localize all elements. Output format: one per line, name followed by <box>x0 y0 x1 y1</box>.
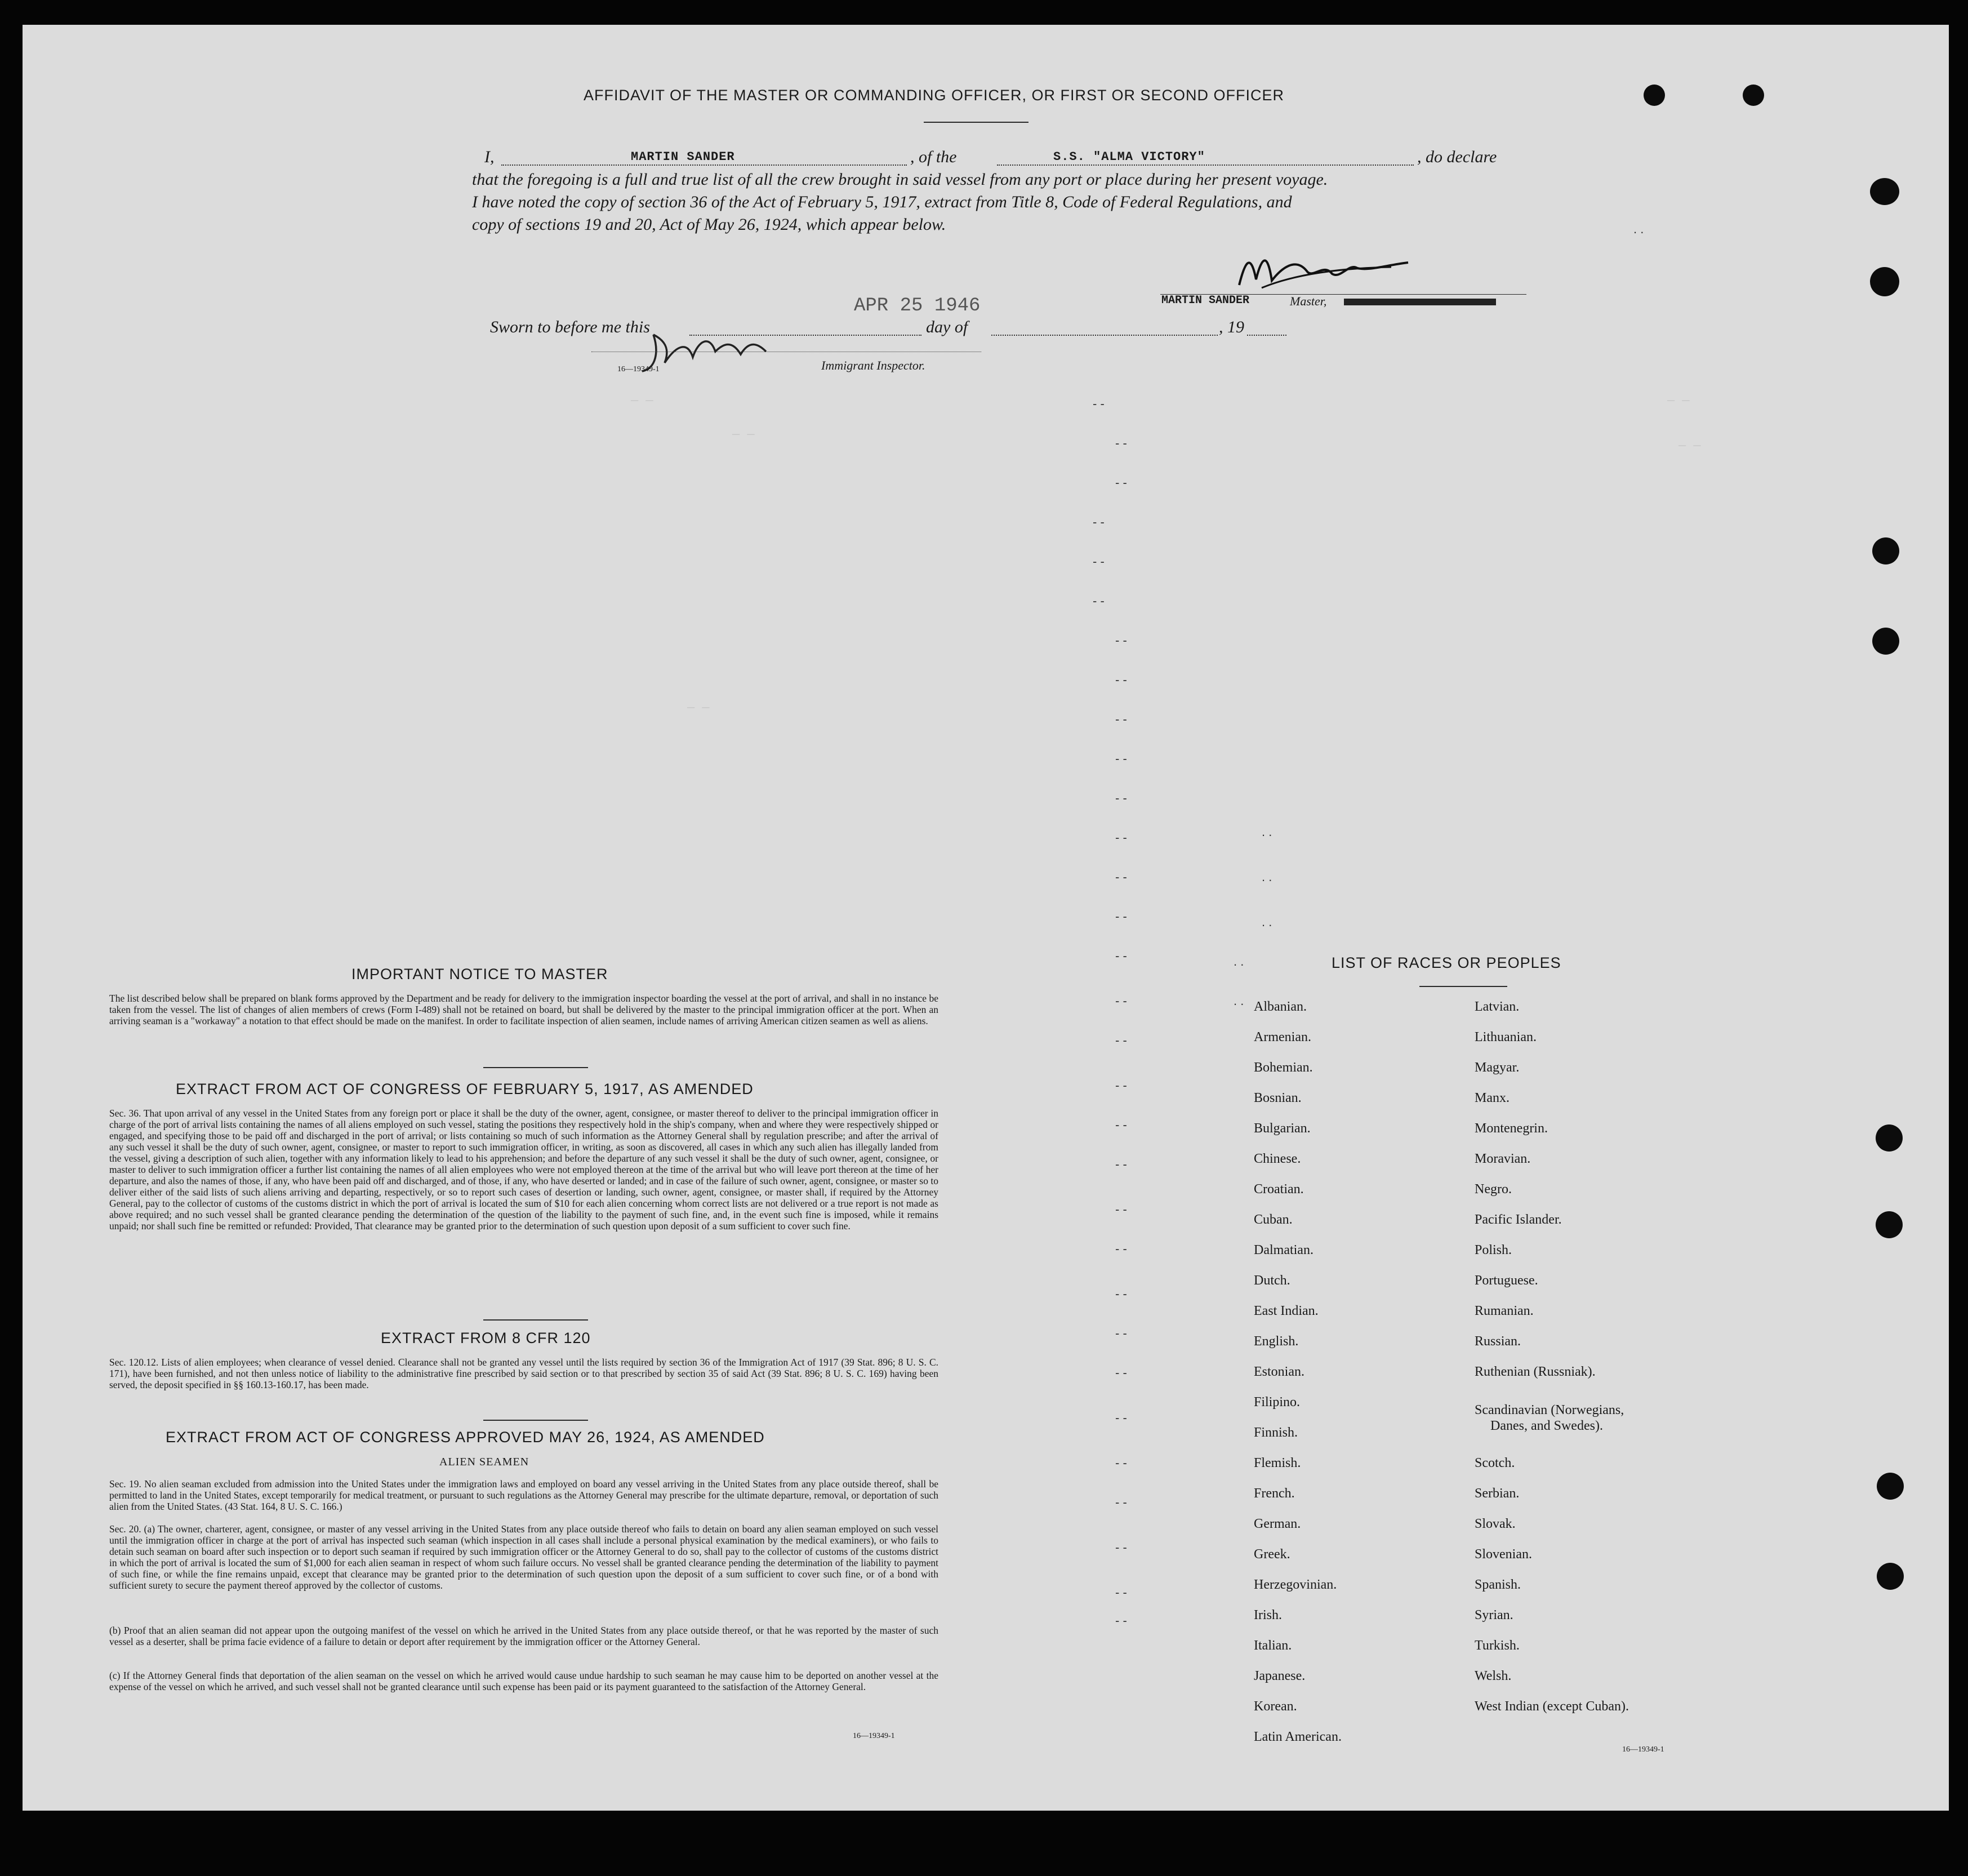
race-item: Bosnian. <box>1254 1091 1302 1105</box>
race-item: Estonian. <box>1254 1364 1304 1379</box>
affidavit-line-1 <box>456 148 1538 170</box>
race-item: Herzegovinian. <box>1254 1577 1337 1592</box>
tick-mark: - - <box>1115 791 1127 805</box>
race-item: English. <box>1254 1334 1299 1349</box>
year-prefix: , 19 <box>1219 318 1244 336</box>
race-item: West Indian (except Cuban). <box>1475 1699 1629 1714</box>
sworn-month-line <box>991 335 1218 336</box>
of-the-label: , of the <box>910 148 957 166</box>
struck-out-title <box>1344 299 1496 305</box>
punch-hole <box>1743 85 1764 106</box>
tick-mark: - - <box>1115 1326 1127 1340</box>
extract-1924-sec19: Sec. 19. No alien seaman excluded from admission into the United States under the immigration laws and employed on board any vessel arriving in the United States from any place outside thereof, shall be permitted to land in the United States, except temporarily for medical treatment, or pursuant to such regulations as the Attorney General may prescribe for the ultimate departure, removal, or deportation of such alien from the United States. (43 Stat. 164, 8 U. S. C. 166.) <box>109 1478 938 1512</box>
extract-1917-heading: EXTRACT FROM ACT OF CONGRESS OF FEBRUARY 5, 1917, AS AMENDED <box>176 1081 754 1097</box>
tick-mark: - - <box>1115 1613 1127 1628</box>
race-item: East Indian. <box>1254 1304 1319 1318</box>
date-stamp: APR 25 1946 <box>854 295 981 317</box>
tick-mark: . . <box>1262 915 1272 929</box>
race-item: Slovak. <box>1475 1517 1516 1531</box>
punch-hole <box>1644 85 1665 106</box>
race-item: Finnish. <box>1254 1425 1298 1440</box>
races-heading: LIST OF RACES OR PEOPLES <box>1332 954 1561 971</box>
race-item: Manx. <box>1475 1091 1510 1105</box>
tick-mark: . . <box>1633 222 1644 236</box>
notice-heading: IMPORTANT NOTICE TO MASTER <box>351 966 608 983</box>
affidavit-line-3: I have noted the copy of section 36 of the Act of February 5, 1917, extract from Title 8, Code of Federal Regulations, and <box>472 193 1292 211</box>
race-item: Moravian. <box>1475 1152 1531 1166</box>
race-item: Portuguese. <box>1475 1273 1538 1288</box>
extract-1924-heading: EXTRACT FROM ACT OF CONGRESS APPROVED MAY 26, 1924, AS AMENDED <box>166 1429 765 1446</box>
race-item: Bohemian. <box>1254 1060 1313 1075</box>
race-item: Turkish. <box>1475 1638 1520 1653</box>
tick-mark: - - <box>1093 515 1105 529</box>
master-role-label: Master, <box>1290 294 1327 308</box>
punch-hole <box>1876 1211 1903 1238</box>
inspector-form-number: 16—19349-1 <box>617 365 660 374</box>
tick-mark: - - <box>1115 1157 1127 1171</box>
tick-mark: - - <box>1115 1456 1127 1470</box>
divider <box>1419 986 1507 987</box>
tick-mark: - - <box>1115 752 1127 766</box>
race-item: Bulgarian. <box>1254 1121 1311 1136</box>
divider <box>483 1420 588 1421</box>
race-item: Greek. <box>1254 1547 1290 1562</box>
race-item: Scotch. <box>1475 1456 1515 1470</box>
divider <box>483 1067 588 1068</box>
tick-mark: - - <box>1115 1202 1127 1216</box>
tick-mark: - - <box>1115 1366 1127 1380</box>
tick-mark: . . <box>1262 870 1272 884</box>
bleed-through-mark: — — <box>1678 439 1701 453</box>
extract-cfr-heading: EXTRACT FROM 8 CFR 120 <box>381 1330 591 1346</box>
sworn-prefix: Sworn to before me this <box>490 318 650 336</box>
race-item: Croatian. <box>1254 1182 1304 1197</box>
bleed-through-mark: — — <box>687 701 710 715</box>
punch-hole <box>1876 1124 1903 1152</box>
day-of-label: day of <box>926 318 968 336</box>
race-item: Latin American. <box>1254 1730 1342 1744</box>
race-item: Negro. <box>1475 1182 1512 1197</box>
race-item: Montenegrin. <box>1475 1121 1548 1136</box>
master-name: MARTIN SANDER <box>631 150 735 164</box>
race-item: German. <box>1254 1517 1301 1531</box>
race-item: Dutch. <box>1254 1273 1290 1288</box>
inspector-label: Immigrant Inspector. <box>821 358 925 372</box>
tick-mark: - - <box>1093 397 1105 411</box>
divider <box>483 1319 588 1321</box>
tick-mark: - - <box>1093 554 1105 568</box>
race-item: Welsh. <box>1475 1669 1512 1683</box>
tick-mark: - - <box>1115 1242 1127 1256</box>
divider <box>924 122 1028 123</box>
punch-hole <box>1872 537 1899 564</box>
tick-mark: - - <box>1115 1585 1127 1599</box>
race-item: Albanian. <box>1254 999 1307 1014</box>
extract-1924-sec20b: (b) Proof that an alien seaman did not appear upon the outgoing manifest of the vessel on which he arrived in the United States from any place outside thereof, or that he was reported by the master of such vessel as a deserter, shall be prima facie evidence of a failure to detain or deport after requirement by the immigration officer or the Attorney General. <box>109 1625 938 1647</box>
race-item: Japanese. <box>1254 1669 1306 1683</box>
race-item: Lithuanian. <box>1475 1030 1537 1044</box>
race-item: Rumanian. <box>1475 1304 1534 1318</box>
bleed-through-mark: — — <box>732 428 755 442</box>
alien-seamen-subheading: ALIEN SEAMEN <box>439 1456 529 1468</box>
tick-mark: - - <box>1115 1411 1127 1425</box>
tick-mark: - - <box>1115 1495 1127 1509</box>
sworn-year-line <box>1247 335 1286 336</box>
tick-mark: - - <box>1115 1540 1127 1554</box>
punch-hole <box>1870 178 1899 205</box>
tick-mark: - - <box>1115 1287 1127 1301</box>
affidavit-heading: AFFIDAVIT OF THE MASTER OR COMMANDING OFFICER, OR FIRST OR SECOND OFFICER <box>584 87 1285 104</box>
tick-mark: - - <box>1115 1118 1127 1132</box>
race-item: Irish. <box>1254 1608 1282 1622</box>
tick-mark: - - <box>1093 594 1105 608</box>
extract-1924-form-number: 16—19349-1 <box>853 1732 895 1740</box>
bleed-through-mark: — — <box>1667 394 1690 408</box>
race-item: Slovenian. <box>1475 1547 1532 1562</box>
form-sheet <box>23 25 1949 1811</box>
tick-mark: - - <box>1115 436 1127 450</box>
tick-mark: - - <box>1115 994 1127 1008</box>
declarant-prefix: I, <box>484 148 495 166</box>
bleed-through-mark: — — <box>631 394 653 408</box>
race-item: Chinese. <box>1254 1152 1301 1166</box>
punch-hole <box>1872 628 1899 655</box>
punch-hole <box>1877 1473 1904 1500</box>
extract-1924-sec20a: Sec. 20. (a) The owner, charterer, agent, consignee, or master of any vessel arriving in the United States from any place outside thereof who fails to detain on board any alien seaman employed on such vessel until the immigration officer in charge at the port of arrival has inspected such seaman (which inspection in all cases shall include a personal physical examination by the medical examiners), or who fails to detain such seaman on board after such inspection or to deport such seaman if required by such immigration officer or the Attorney General to do so, shall pay to the collector of customs of the customs district in which the port of arrival is located the sum of $1,000 for each alien seaman in respect of whom such failure occurs. No vessel shall be granted clearance pending the determination of the liability to payment of such fine, or while the fine remains unpaid, except that clearance may be granted prior to the determination of such question upon the deposit of a sum sufficient to cover such fine, or of a bond with sufficient surety to secure the payment thereof approved by the collector of customs. <box>109 1523 938 1591</box>
tick-mark: - - <box>1115 633 1127 647</box>
vessel-name-line <box>997 165 1414 166</box>
declare-label: , do declare <box>1417 148 1497 166</box>
punch-hole <box>1877 1563 1904 1590</box>
race-item: Ruthenian (Russniak). <box>1475 1364 1596 1379</box>
race-item: Dalmatian. <box>1254 1243 1314 1257</box>
tick-mark: - - <box>1115 1033 1127 1047</box>
race-item: Armenian. <box>1254 1030 1311 1044</box>
race-item: Filipino. <box>1254 1395 1301 1410</box>
master-name-line <box>501 165 907 166</box>
races-form-number: 16—19349-1 <box>1622 1745 1664 1754</box>
race-item: Scandinavian (Norwegians, <box>1475 1403 1624 1417</box>
race-item: Polish. <box>1475 1243 1512 1257</box>
tick-mark: . . <box>1262 825 1272 839</box>
race-item: Flemish. <box>1254 1456 1301 1470</box>
race-item: Spanish. <box>1475 1577 1521 1592</box>
race-item: Russian. <box>1475 1334 1521 1349</box>
tick-mark: - - <box>1115 673 1127 687</box>
tick-mark: . . <box>1234 994 1244 1008</box>
punch-hole <box>1870 267 1899 296</box>
tick-mark: - - <box>1115 870 1127 884</box>
race-item: Serbian. <box>1475 1486 1520 1501</box>
tick-mark: - - <box>1115 475 1127 490</box>
tick-mark: - - <box>1115 712 1127 726</box>
master-typed-name: MARTIN SANDER <box>1161 294 1250 307</box>
tick-mark: . . <box>1234 954 1244 968</box>
race-item: Latvian. <box>1475 999 1520 1014</box>
tick-mark: - - <box>1115 909 1127 923</box>
race-item: Cuban. <box>1254 1212 1293 1227</box>
race-item: Syrian. <box>1475 1608 1513 1622</box>
tick-mark: - - <box>1115 949 1127 963</box>
race-item: Magyar. <box>1475 1060 1520 1075</box>
race-item: Korean. <box>1254 1699 1297 1714</box>
notice-body: The list described below shall be prepared on blank forms approved by the Department and be ready for delivery to the immigration inspector boarding the vessel at the port of arrival, and shall in no instance be taken from the vessel. The list of changes of alien members of crews (Form I-489) shall not be retained on board, but shall be delivered by the master to the principal immigration officer at the port. When an arriving seaman is a "workaway" a notation to that effect should be made on the manifest. In order to facilitate inspection of alien seamen, include names of arriving American citizen seamen as well as aliens. <box>109 993 938 1026</box>
extract-cfr-body: Sec. 120.12. Lists of alien employees; when clearance of vessel denied. Clearance shall not be granted any vessel until the lists required by section 36 of the Immigration Act of 1917 (39 Stat. 896; 8 U. S. C. 171), have been furnished, and not then unless notice of liability to the administrative fine prescribed by said section or to that prescribed by section 35 of said Act (39 Stat. 896; 8 U. S. C. 169) having been served, the deposit specified in §§ 160.13-160.17, has been made. <box>109 1357 938 1390</box>
vessel-name: S.S. "ALMA VICTORY" <box>1053 150 1205 164</box>
extract-1924-sec20c: (c) If the Attorney General finds that deportation of the alien seaman on the vessel on which he arrived would cause undue hardship to such seaman he may cause him to be deported on another vessel at the expense of the vessel on which he arrived, and such vessel shall not be granted clearance until such expense has been paid or its payment guaranteed to the satisfaction of the Attorney General. <box>109 1670 938 1692</box>
affidavit-line-2: that the foregoing is a full and true list of all the crew brought in said vessel from any port or place during her present voyage. <box>472 170 1328 189</box>
race-item: French. <box>1254 1486 1295 1501</box>
master-signature <box>1228 240 1414 296</box>
race-item: Italian. <box>1254 1638 1292 1653</box>
tick-mark: - - <box>1115 830 1127 844</box>
extract-1917-body: Sec. 36. That upon arrival of any vessel in the United States from any foreign port or place it shall be the duty of the owner, agent, consignee, or master thereof to deliver to the principal immigration officer in charge of the port of arrival lists containing the names of all aliens employed on such vessel, stating the positions they respectively hold in the ship's company, when and where they were respectively shipped or engaged, and specifying those to be paid off and discharged in the port of arrival; or lists containing so much of such information as the Attorney General shall by regulation prescribe; and after the arrival of any such vessel it shall be the duty of such owner, agent, consignee, or master to report to such immigration officer, in writing, as soon as discovered, all cases in which any such alien has illegally landed from the vessel, giving a description of such alien, together with any information likely to lead to his apprehension; and before the departure of any such vessel it shall be the duty of such owner, agent, consignee, or master to deliver to such immigration officer a further list containing the names of all alien employees who were not employed thereon at the time of the arrival but who will leave port thereon at the time of her departure, and also the names of those, if any, who have been paid off and discharged, and of those, if any, who have deserted or landed; and in case of the failure of such owner, agent, consignee, or master so to deliver either of the said lists of such aliens arriving and departing, respectively, or so to report such cases of desertion or landing, such owner, agent, consignee, or master shall, if required by the Attorney General, pay to the collector of customs of the customs district in which the port of arrival is located the sum of $10 for each alien concerning whom correct lists are not delivered or a true report is not made as above required; and no such vessel shall be granted clearance pending the determination of the question of the liability to the payment of such fine, and, in the event such fine is imposed, while it remains unpaid; nor shall such fine be remitted or refunded: Provided, That clearance may be granted prior to the determination of such question upon deposit of a sum sufficient to cover such fine. <box>109 1108 938 1232</box>
affidavit-line-4: copy of sections 19 and 20, Act of May 26, 1924, which appear below. <box>472 215 946 234</box>
race-item: Danes, and Swedes). <box>1490 1419 1603 1433</box>
tick-mark: - - <box>1115 1078 1127 1092</box>
race-item: Pacific Islander. <box>1475 1212 1562 1227</box>
